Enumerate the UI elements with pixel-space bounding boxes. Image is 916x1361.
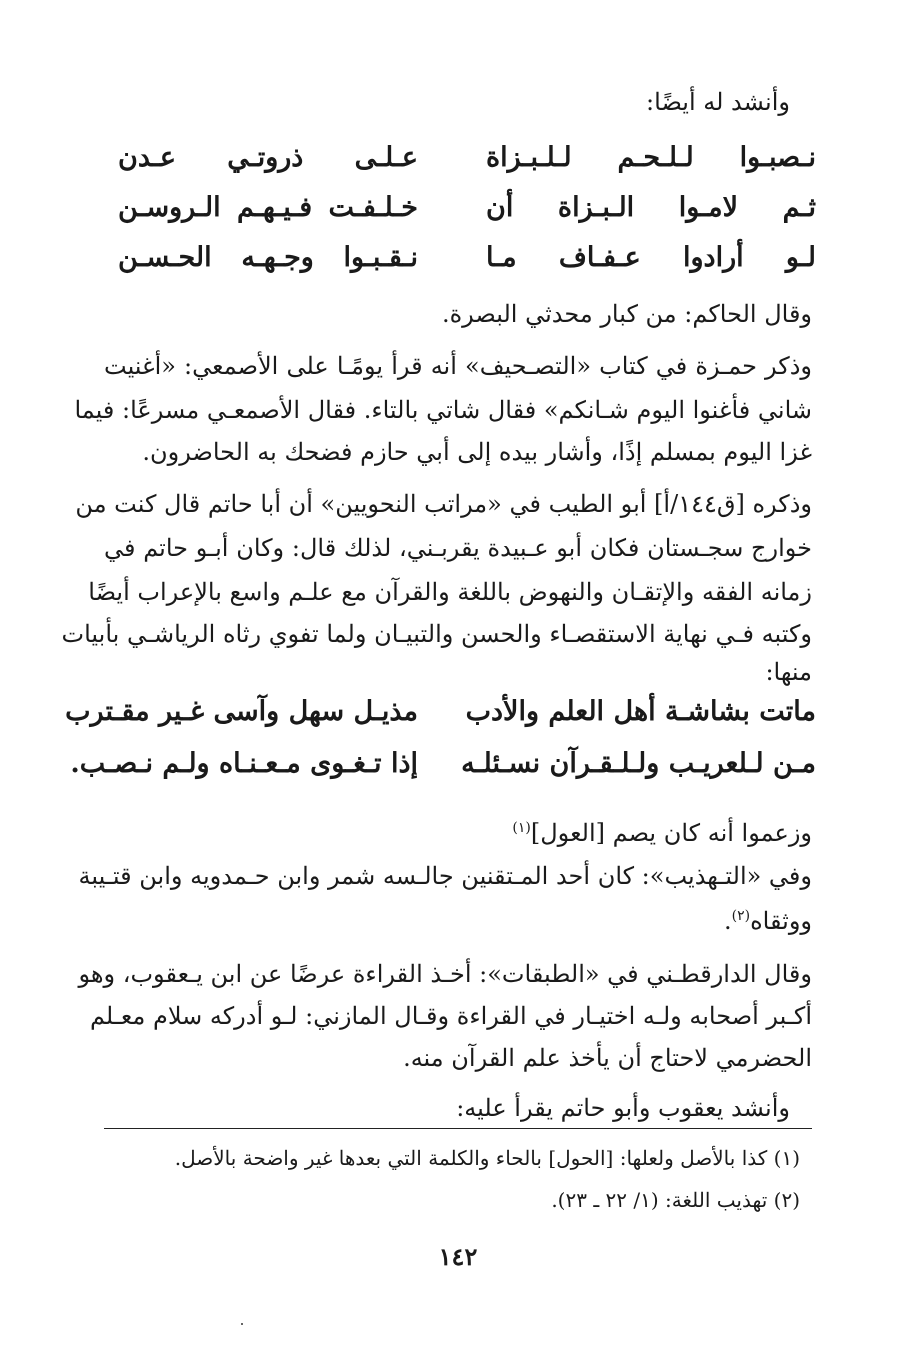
hamza-line-3: غزا اليوم بمسلم إذًا، وأشار بيده إلى أبي حازم فضحك به الحاضرون. [142,438,812,466]
ansh-line: وأنشد يعقوب وأبو حاتم يقرأ عليه: [456,1094,790,1122]
zaamu-line [104,810,812,851]
abu-tayyib-line-5: منها: [765,658,812,686]
abu-tayyib-line-4: وكتبه فـي نهاية الاستقصـاء والحسن والتبيـان ولما تفوي رثاه الرياشـي بأبيات [61,620,812,648]
verse-second-hemistich: عـلـى ذروتـي عـدن [118,142,418,173]
daraqutni-line-1: وقال الدارقطـني في «الطبقات»: أخـذ القراءة عرضًا عن ابن يـعقوب، وهو [78,960,812,988]
poem2-verse-1 [65,690,816,734]
verse-first-hemistich: ماتت بشاشـة أهل العلم والأدب [465,696,816,727]
tahdhib-line-1: وفي «التـهذيب»: كان أحد المـتقنين جالـسه شمر وابن حـمدويه وابن قتـيبة [78,862,812,890]
footnote-separator [104,1128,812,1129]
footnote-2: (٢) تهذيب اللغة: (١/ ٢٢ ـ ٢٣). [551,1188,800,1212]
abu-tayyib-line-2: خوارج سجـستان فكان أبو عـبيدة يقربـني، لذلك قال: وكان أبـو حاتم في [104,534,812,562]
hamza-line-2: شاني فأغنوا اليوم شـانكم» فقال شاتي بالتاء. فقال الأصمعـي مسرعًا: فيما [74,396,812,424]
verse-second-hemistich: خـلـفـت فـيـهـم الـروسـن [118,192,418,223]
footnote-ref-2: (٢) [731,908,751,924]
poem1-verse-2 [118,186,816,230]
tahdhib-line-2: ووثقاه$^{(٢)}$. [724,907,812,935]
verse-first-hemistich: لـو أرادوا عـفـاف مـا [486,242,816,273]
verse-second-hemistich: مذيـل سهل وآسى غـير مقـترب [65,696,418,727]
daraqutni-line-3: الحضرمي لاحتاج أن يأخذ علم القرآن منه. [403,1044,812,1072]
poem1-verse-1 [118,136,816,180]
scan-speck [241,1323,243,1325]
page-number: ١٤٢ [438,1242,478,1271]
hakim-line: وقال الحاكم: من كبار محدثي البصرة. [441,300,812,328]
abu-tayyib-line-1: وذكره [ق١٤٤/أ] أبو الطيب في «مراتب النحويين» أن أبا حاتم قال كنت من [75,490,812,518]
tahdhib-text: ووثقاه [750,907,812,935]
verse-first-hemistich: ثـم لامـوا الـبـزاة أن [486,192,816,223]
abu-tayyib-line-3: زمانه الفقه والإتقـان والنهوض باللغة والقرآن مع علـم واسع بالإعراب أيضًا [88,578,812,606]
verse-first-hemistich: مـن لـلعريـب ولـلـقـرآن نسـئلـه [461,748,816,779]
daraqutni-line-2: أكـبر أصحابه ولـه اختيـار في القراءة وقـال المازني: لـو أدركه سلام معـلم [89,1002,812,1030]
poem2-verse-2 [70,742,816,786]
verse-second-hemistich: نـقـبـوا وجـهـه الحـسـن [118,242,418,273]
footnote-1: (١) كذا بالأصل ولعلها: [الحول] بالحاء والكلمة التي بعدها غير واضحة بالأصل. [174,1146,800,1170]
verse-first-hemistich: نـصبـوا لـلـحـم لـلـبـزاة [486,142,816,173]
verse-second-hemistich: إذا تـغـوى مـعـنـاه ولـم نـصـب. [70,748,418,779]
footnote-ref-1: (١) [512,820,531,836]
poem1-intro: وأنشد له أيضًا: [646,88,790,116]
hamza-line-1: وذكر حمـزة في كتاب «التصـحيف» أنه قرأ يومًـا على الأصمعي: «أغنيت [104,352,812,380]
zaamu-text: وزعموا أنه كان يصم [العول] [530,819,812,847]
poem1-verse-3 [118,236,816,280]
